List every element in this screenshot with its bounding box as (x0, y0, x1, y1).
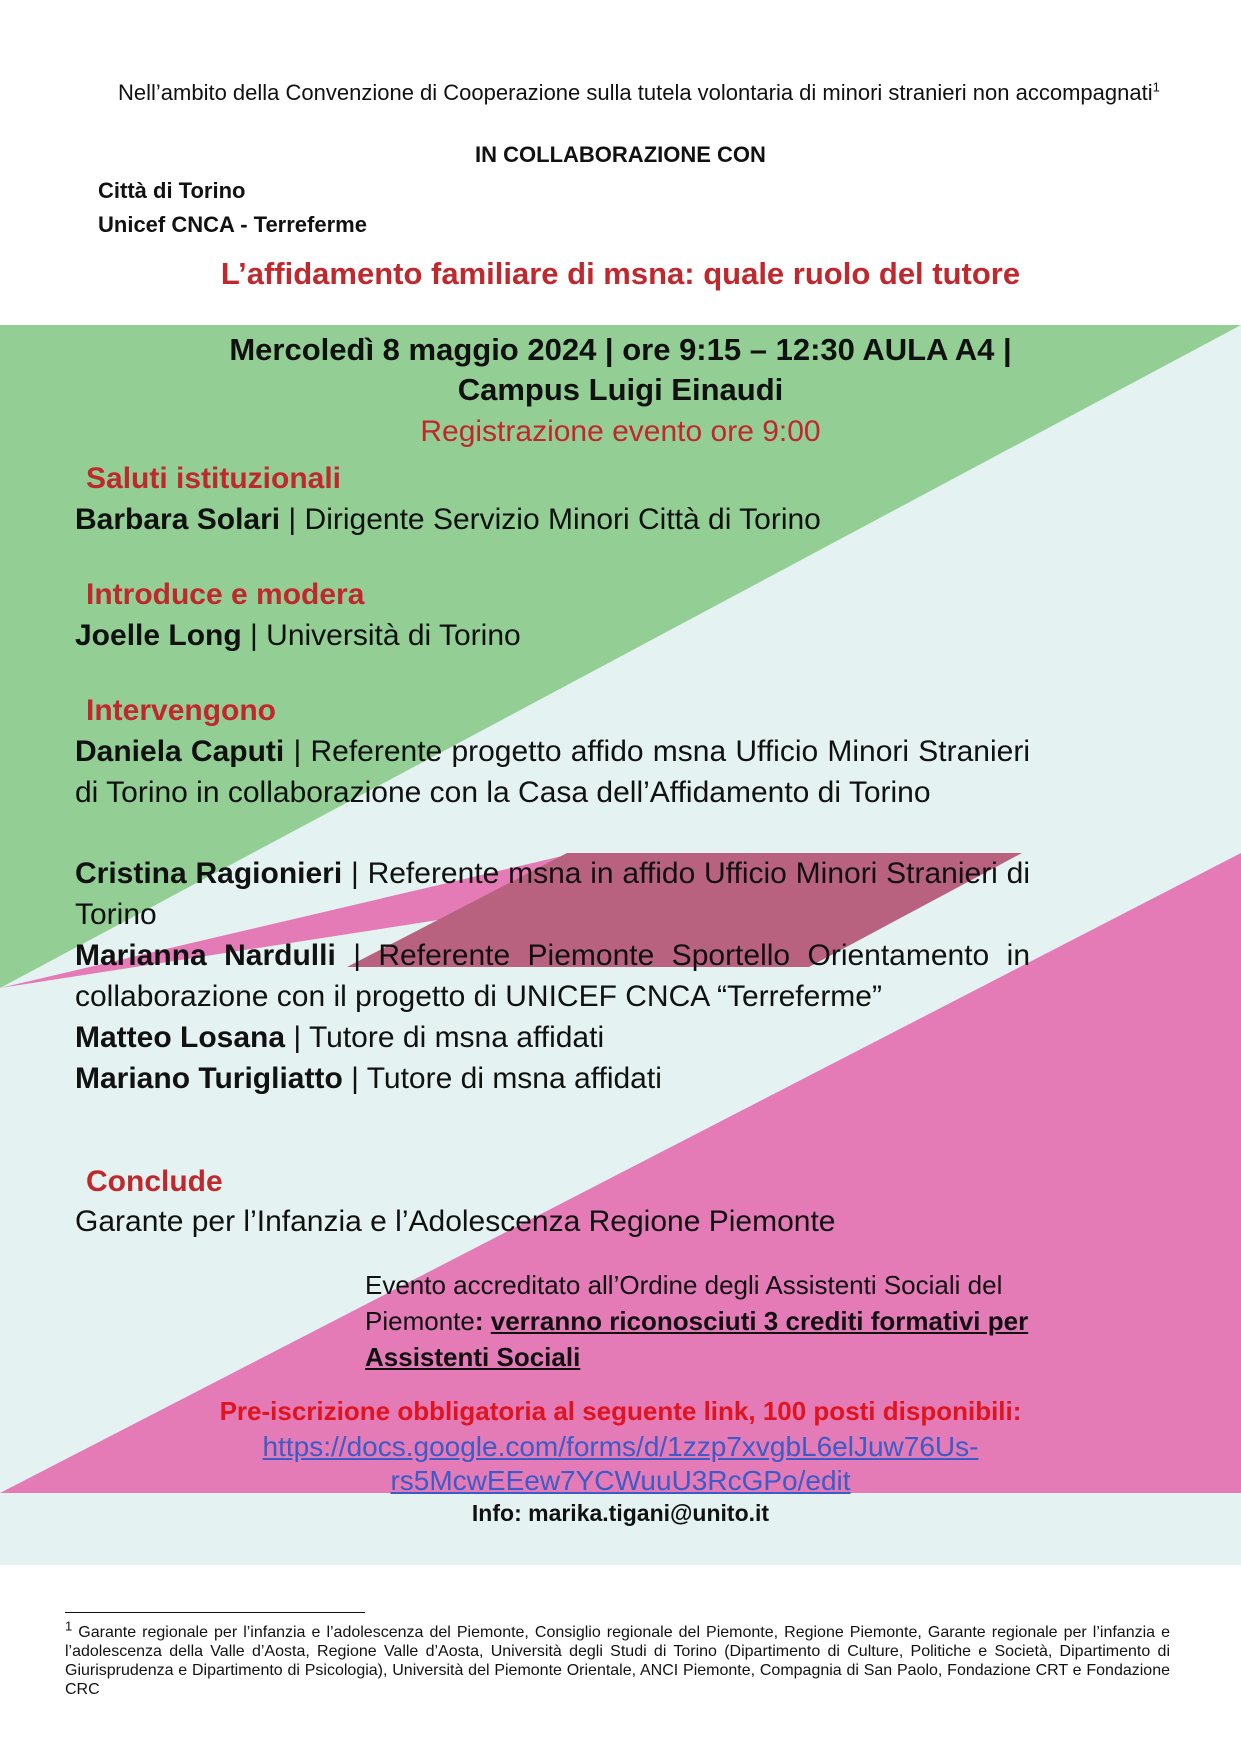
greetings-heading: Saluti istituzionali (86, 462, 342, 495)
registration-link-line1[interactable]: https://docs.google.com/forms/d/1zzp7xvgbL6elJuw76Us- (262, 1431, 979, 1462)
speaker-name: Joelle Long (75, 619, 242, 652)
closing-speaker: Garante per l’Infanzia e l’Adolescenza Regione Piemonte (75, 1205, 836, 1238)
speaker-item (75, 1017, 1030, 1058)
speaker-item (75, 1058, 1030, 1099)
accreditation-lead: Evento accreditato all’Ordine degli Assistenti Sociali del Piemonte (365, 1270, 1003, 1336)
speaker-name: Barbara Solari (75, 503, 281, 536)
speaker-item (75, 731, 1030, 813)
partner-torino: Città di Torino (98, 178, 246, 203)
accreditation-credits: verranno riconosciuti 3 crediti formativi per Assistenti Sociali (365, 1306, 1029, 1372)
partner-unicef: Unicef CNCA - Terreferme (98, 212, 367, 237)
speaker-role: | Referente progetto affido msna Ufficio Minori Stranieri di Torino in collaborazione con la Casa dell’Affidamento di Torino (75, 735, 1030, 809)
registration-link[interactable] (0, 1430, 1241, 1498)
speaker-item (75, 853, 1030, 935)
speaker-name: Mariano Turigliatto (75, 1062, 343, 1095)
closing-heading: Conclude (86, 1165, 223, 1198)
event-venue-line: Campus Luigi Einaudi (457, 372, 784, 407)
event-datetime (0, 330, 1241, 410)
moderator-speaker (75, 619, 521, 653)
registration-link-line2[interactable]: rs5McwEEew7YCWuuU3RcGPo/edit (390, 1465, 851, 1496)
speaker-role: | Dirigente Servizio Minori Città di Torino (280, 503, 821, 536)
greetings-speaker (75, 503, 821, 537)
contact-info: Info: marika.tigani@unito.it (471, 1500, 770, 1526)
footnote (65, 1618, 1170, 1699)
footnote-marker: 1 (65, 1618, 73, 1634)
footnote-text: Garante regionale per l’infanzia e l’adolescenza del Piemonte, Consiglio regionale del Piemonte, Regione Piemonte, Garante regionale per l’infanzia e l’adolescenza della Valle d’Aosta, Regione Valle d’Aosta, Università degli Studi di Torino (Dipartimento di Culture, Politiche e Società, Dipartimento di Giurisprudenza e Dipartimento di Psicologia), Università del Piemonte Orientale, ANCI Piemonte, Compagnia di San Paolo, Fondazione CRT e Fondazione CRC (65, 1624, 1170, 1698)
intro-text (118, 78, 1168, 108)
collaboration-heading: IN COLLABORAZIONE CON (475, 142, 766, 167)
footnote-divider (65, 1612, 365, 1613)
accreditation-note (365, 1267, 1105, 1375)
speaker-item (75, 935, 1030, 1017)
event-date-line: Mercoledì 8 maggio 2024 | ore 9:15 – 12:30 AULA A4 | (229, 332, 1012, 367)
speaker-name: Marianna Nardulli (75, 939, 336, 972)
footnote-ref: 1 (1152, 79, 1160, 95)
moderator-heading: Introduce e modera (86, 578, 365, 611)
speaker-role: | Referente msna in affido Ufficio Minori Stranieri di Torino (75, 857, 1030, 931)
preregistration-notice: Pre-iscrizione obbligatoria al seguente link, 100 posti disponibili: (219, 1396, 1022, 1426)
speaker-role: | Tutore di msna affidati (342, 1062, 662, 1095)
event-title: L’affidamento familiare di msna: quale ruolo del tutore (220, 256, 1021, 291)
speaker-role: | Tutore di msna affidati (285, 1021, 605, 1054)
speakers-heading: Intervengono (86, 694, 277, 727)
registration-time: Registrazione evento ore 9:00 (420, 415, 821, 448)
speaker-name: Cristina Ragionieri (75, 857, 343, 890)
speaker-name: Daniela Caputi (75, 735, 285, 768)
speaker-role: | Referente Piemonte Sportello Orientamento in collaborazione con il progetto di UNICEF CNCA “Terreferme” (75, 939, 1030, 1013)
intro-body: Nell’ambito della Convenzione di Cooperazione sulla tutela volontaria di minori stranieri non accompagnati (118, 80, 1153, 105)
speaker-name: Matteo Losana (75, 1021, 286, 1054)
speaker-role: | Università di Torino (241, 619, 521, 652)
accreditation-colon: : (474, 1306, 491, 1336)
